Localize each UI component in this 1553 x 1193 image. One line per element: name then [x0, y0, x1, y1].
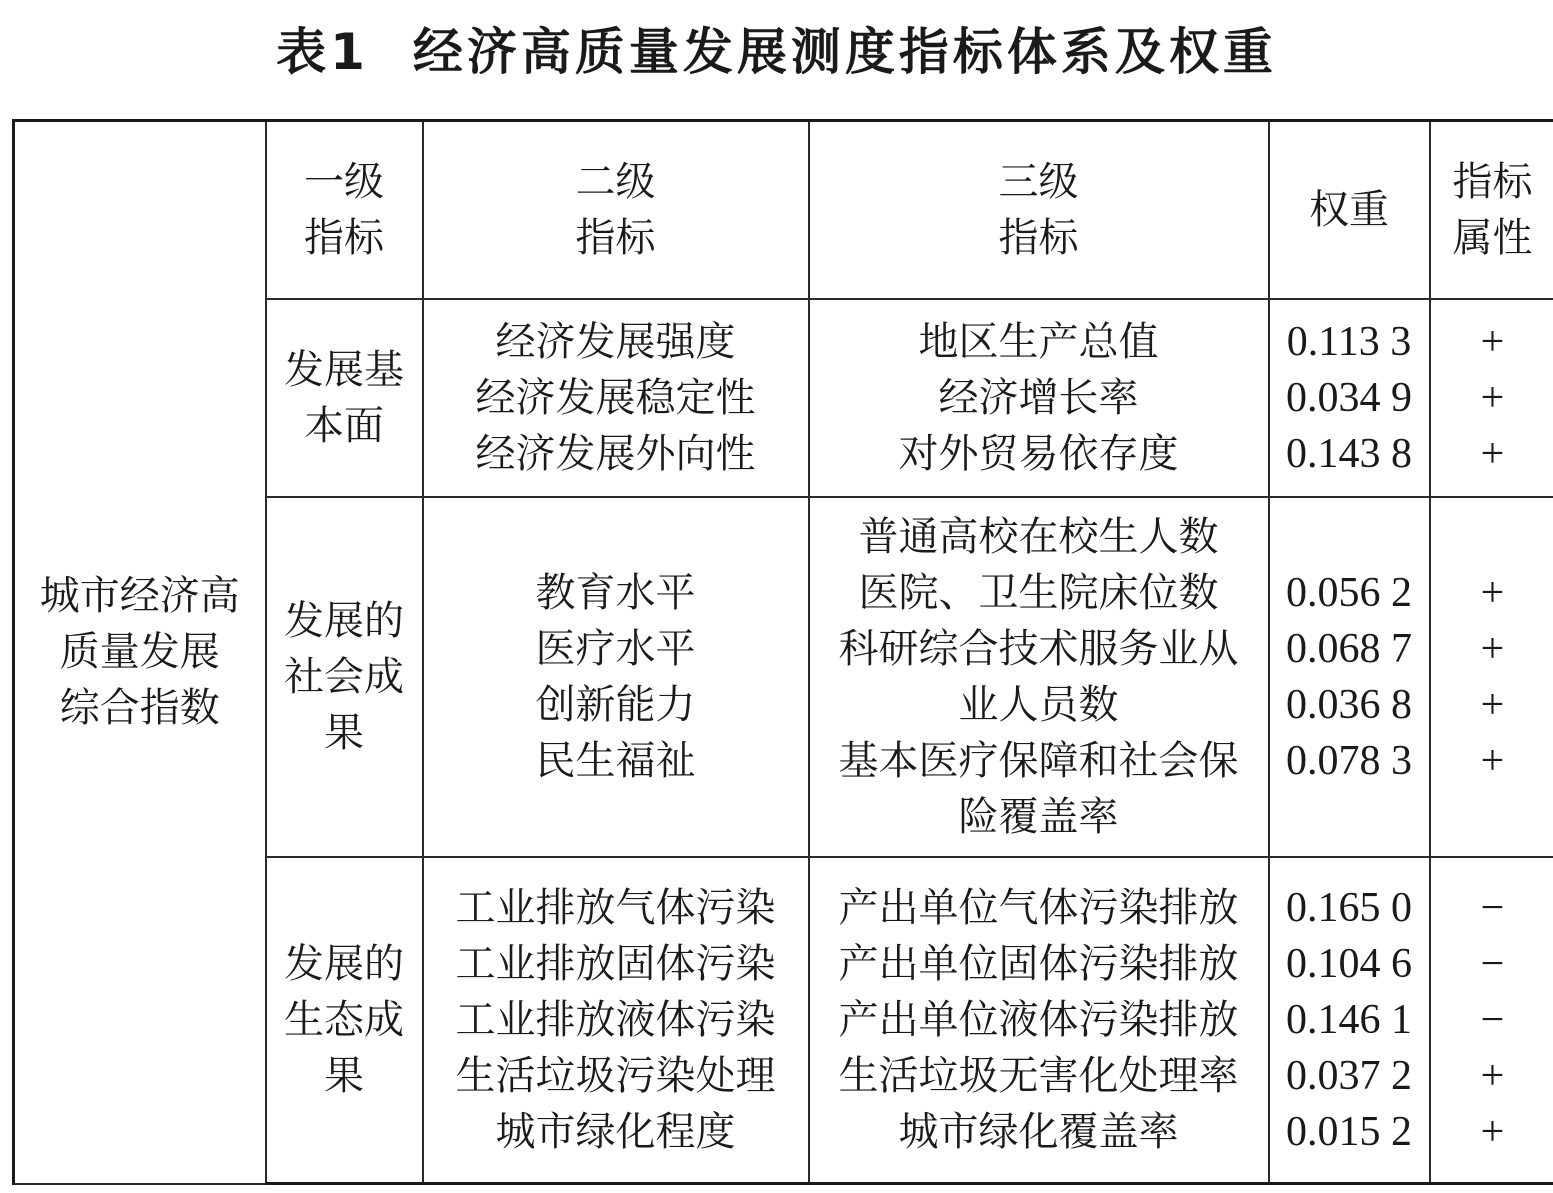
level3-list: 地区生产总值 经济增长率 对外贸易依存度: [809, 299, 1269, 497]
weight-list: 0.113 3 0.034 9 0.143 8: [1269, 299, 1430, 497]
header-level3: 三级 指标: [809, 121, 1269, 299]
header-weight: 权重: [1269, 121, 1430, 299]
attribute-list: + + + +: [1430, 497, 1553, 857]
header-level1: 一级 指标: [266, 121, 423, 299]
indicator-table: [12, 119, 1553, 1185]
header-row: [14, 121, 1553, 299]
header-attribute: 指标 属性: [1430, 121, 1553, 299]
table-number: 表1: [276, 23, 369, 81]
group-name-social: 发展的 社会成 果: [266, 497, 423, 857]
attribute-list: + + +: [1430, 299, 1553, 497]
root-index-cell: 城市经济高 质量发展 综合指数: [14, 121, 266, 1184]
group-name-basic: 发展基 本面: [266, 299, 423, 497]
level2-list: 工业排放气体污染 工业排放固体污染 工业排放液体污染 生活垃圾污染处理 城市绿化程度: [423, 857, 809, 1184]
table-caption: 经济高质量发展测度指标体系及权重: [412, 23, 1277, 81]
level3-list: 产出单位气体污染排放 产出单位固体污染排放 产出单位液体污染排放 生活垃圾无害化处理率 城市绿化覆盖率: [809, 857, 1269, 1184]
table-title: [0, 12, 1553, 84]
weight-list: 0.165 0 0.104 6 0.146 1 0.037 2 0.015 2: [1269, 857, 1430, 1184]
level2-list: 经济发展强度 经济发展稳定性 经济发展外向性: [423, 299, 809, 497]
group-name-ecological: 发展的 生态成 果: [266, 857, 423, 1184]
level3-list: 普通高校在校生人数 医院、卫生院床位数 科研综合技术服务业从 业人员数 基本医疗保障和社会保 险覆盖率: [809, 497, 1269, 857]
level2-list: 教育水平 医疗水平 创新能力 民生福祉: [423, 497, 809, 857]
attribute-list: − − − + +: [1430, 857, 1553, 1184]
header-level2: 二级 指标: [423, 121, 809, 299]
weight-list: 0.056 2 0.068 7 0.036 8 0.078 3: [1269, 497, 1430, 857]
